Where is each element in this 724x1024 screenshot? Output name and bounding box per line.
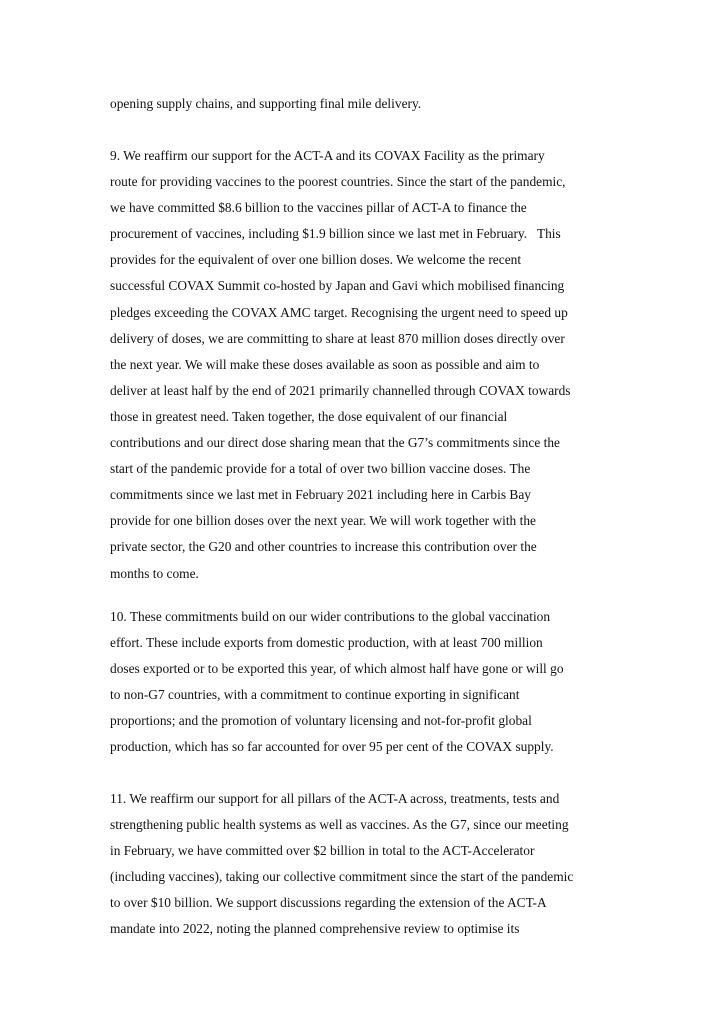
- text-line: procurement of vaccines, including $1.9 billion since we last met in February. This: [110, 226, 561, 242]
- text-line: we have committed $8.6 billion to the vaccines pillar of ACT-A to finance the: [110, 200, 527, 216]
- text-line: those in greatest need. Taken together, the dose equivalent of our financial: [110, 408, 508, 424]
- text-line: to over $10 billion. We support discussions regarding the extension of the ACT-A: [110, 895, 547, 911]
- text-line: deliver at least half by the end of 2021 primarily channelled through COVAX towards: [110, 382, 571, 398]
- text-line: contributions and our direct dose sharing mean that the G7’s commitments since the: [110, 435, 560, 451]
- text-line: the next year. We will make these doses available as soon as possible and aim to: [110, 356, 540, 372]
- text-line: 9. We reaffirm our support for the ACT-A and its COVAX Facility as the primary: [110, 148, 545, 163]
- text-line: pledges exceeding the COVAX AMC target. Recognising the urgent need to speed up: [110, 304, 568, 320]
- text-line: in February, we have committed over $2 billion in total to the ACT-Accelerator: [110, 843, 535, 859]
- text-line: proportions; and the promotion of voluntary licensing and not-for-profit global: [110, 713, 532, 729]
- text-line: strengthening public health systems as well as vaccines. As the G7, since our meeting: [110, 817, 569, 833]
- text-line: 10. These commitments build on our wider contributions to the global vaccination: [110, 609, 551, 624]
- paragraph-11: [110, 786, 624, 943]
- text-line: mandate into 2022, noting the planned comprehensive review to optimise its: [110, 921, 520, 937]
- text-line: delivery of doses, we are committing to share at least 870 million doses directly over: [110, 330, 565, 346]
- text-line: commitments since we last met in February 2021 including here in Carbis Bay: [110, 487, 531, 503]
- text-line: 11. We reaffirm our support for all pillars of the ACT-A across, treatments, tests and: [110, 791, 560, 806]
- text-line: opening supply chains, and supporting final mile delivery.: [110, 96, 422, 111]
- text-line: effort. These include exports from domestic production, with at least 700 million: [110, 635, 543, 651]
- paragraph-9: [110, 143, 624, 587]
- text-line: (including vaccines), taking our collective commitment since the start of the pandemic: [110, 869, 574, 885]
- text-line: successful COVAX Summit co-hosted by Japan and Gavi which mobilised financing: [110, 278, 565, 294]
- text-line: doses exported or to be exported this year, of which almost half have gone or will go: [110, 661, 564, 677]
- paragraph-continuation: [110, 91, 624, 117]
- text-line: provides for the equivalent of over one billion doses. We welcome the recent: [110, 252, 522, 268]
- paragraph-10: [110, 604, 624, 761]
- text-line: private sector, the G20 and other countries to increase this contribution over the: [110, 539, 537, 555]
- text-line: route for providing vaccines to the poorest countries. Since the start of the pandemic,: [110, 174, 566, 190]
- text-line: months to come.: [110, 565, 199, 581]
- text-line: production, which has so far accounted for over 95 per cent of the COVAX supply.: [110, 739, 554, 755]
- text-line: provide for one billion doses over the next year. We will work together with the: [110, 513, 536, 529]
- text-line: start of the pandemic provide for a total of over two billion vaccine doses. The: [110, 461, 531, 477]
- text-line: to non-G7 countries, with a commitment to continue exporting in significant: [110, 687, 520, 703]
